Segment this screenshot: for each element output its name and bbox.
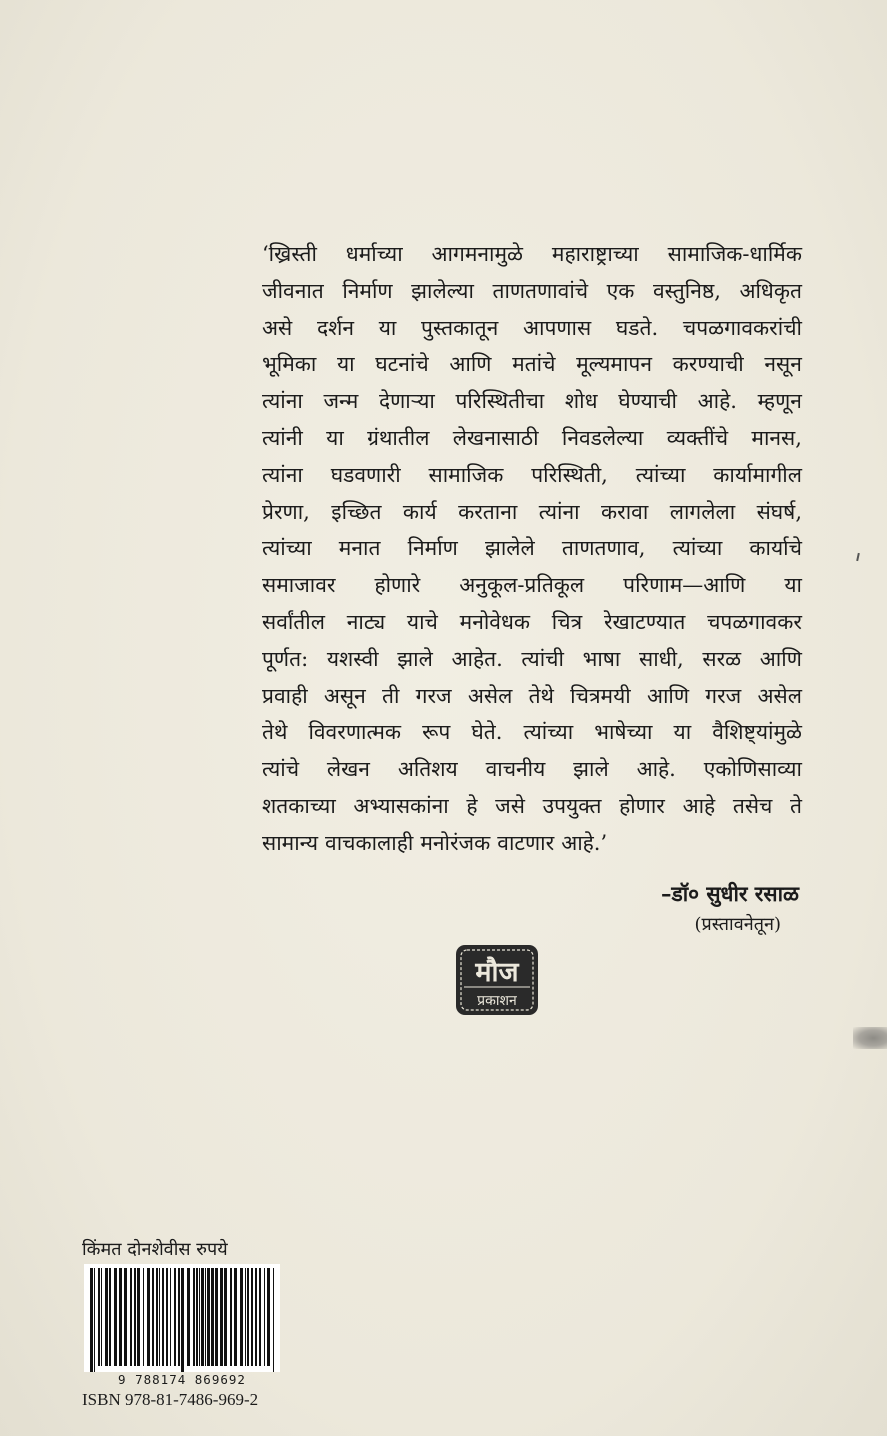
barcode-bar [166, 1268, 168, 1366]
blurb-word: शोध [564, 389, 598, 414]
blurb-line [262, 751, 802, 788]
barcode-bar [224, 1268, 227, 1366]
blurb-word: जन्म [323, 389, 359, 414]
blurb-word: वाचकालाही [325, 830, 414, 855]
blurb-word: होणारे [374, 573, 421, 598]
blurb-word: या [784, 573, 802, 598]
blurb-word: मनात [338, 536, 381, 561]
publisher-logo-top: मौज [475, 957, 519, 988]
blurb-word: परिणाम—आणि [623, 573, 746, 598]
barcode-bar [134, 1268, 136, 1366]
blurb-word: दर्शन [316, 315, 355, 340]
blurb-word: करावा [601, 499, 649, 524]
blurb-word: परिस्थिती, [531, 462, 608, 487]
barcode-bar [124, 1268, 127, 1366]
blurb-line [262, 788, 802, 825]
blurb-word: तसेच [732, 793, 773, 818]
blurb-word: आणि [759, 646, 802, 671]
barcode-bar [230, 1268, 232, 1366]
publisher-logo-icon [452, 941, 542, 1019]
blurb-word: आहेत. [451, 646, 503, 671]
blurb-word: ग्रंथातील [367, 425, 430, 450]
barcode-bar [156, 1268, 158, 1366]
source-note: (प्रस्तावनेतून) [694, 914, 781, 935]
barcode-bar [245, 1268, 246, 1366]
barcode-bar [181, 1268, 184, 1372]
barcode-bar [215, 1268, 218, 1366]
blurb-word: परिस्थितीचा [455, 389, 545, 414]
blurb-word: चपळगावकर [707, 609, 802, 634]
blurb-word: पूर्णत: [262, 646, 309, 671]
blurb-word: त्यांच्या [262, 536, 312, 561]
blurb-word: कार्यामागील [713, 462, 802, 487]
barcode-bar [247, 1268, 249, 1366]
price-label: किंमत दोनशेवीस रुपये [82, 1239, 228, 1260]
blurb-line [262, 714, 802, 751]
blurb-word: जीवनात [262, 278, 324, 303]
blurb-word: नाट्य [346, 609, 386, 634]
barcode-bar [162, 1268, 164, 1366]
barcode-bar [234, 1268, 237, 1366]
blurb-word: आहे. [697, 389, 737, 414]
barcode-bar [187, 1268, 190, 1366]
blurb-word: आणि [449, 352, 492, 377]
blurb-word: अनुकूल-प्रतिकूल [459, 573, 585, 598]
barcode-bar [201, 1268, 204, 1366]
barcode-bar [267, 1268, 270, 1366]
barcode-bar [207, 1268, 210, 1366]
blurb-word: ताणतणावांचे [492, 278, 589, 303]
blurb-word: निर्माण [407, 536, 458, 561]
barcode-bar [147, 1268, 150, 1366]
blurb-word: ते [790, 793, 802, 818]
blurb-line [262, 420, 802, 457]
barcode-bar [193, 1268, 195, 1366]
blurb-word: करण्याची [672, 352, 744, 377]
blurb-word: प्रेरणा, [262, 499, 310, 524]
blurb-word: घेते. [471, 720, 503, 745]
blurb-line [262, 825, 802, 862]
blurb-line [262, 310, 802, 347]
barcode-bar [174, 1268, 176, 1366]
barcode-bar [205, 1268, 206, 1366]
barcode-bar [105, 1268, 108, 1366]
blurb-word: मनोवेधक [459, 609, 531, 634]
blurb-word: समाजावर [262, 573, 336, 598]
barcode-bar [90, 1268, 93, 1372]
blurb-word: असून [323, 683, 366, 708]
blurb-word: यशस्वी [326, 646, 379, 671]
blurb-word: वाटणार [497, 830, 555, 855]
barcode-bar [98, 1268, 100, 1366]
blurb-word: आहे. [636, 757, 676, 782]
blurb-word: चित्र [551, 609, 583, 634]
blurb-word: धर्माच्या [345, 242, 403, 266]
blurb-word: मानस, [751, 425, 802, 450]
blurb-word: संघर्ष, [756, 499, 802, 524]
barcode-bar [240, 1268, 243, 1366]
blurb-line [262, 273, 802, 310]
blurb-word: भाषा [582, 646, 621, 671]
barcode-digits: 9 788174 869692 [118, 1372, 246, 1387]
blurb-word: मूल्यमापन [576, 352, 652, 377]
blurb-word: या [336, 352, 355, 377]
barcode-bar [273, 1268, 274, 1372]
blurb-word: असेल [467, 683, 513, 708]
blurb-word: त्यांची [521, 646, 564, 671]
blurb-word: झाले [397, 646, 433, 671]
blurb-word: म्हणून [757, 389, 802, 414]
blurb-word: तेथे [528, 683, 554, 708]
barcode-bar [196, 1268, 198, 1366]
blurb-line [262, 457, 802, 494]
barcode-bar [255, 1268, 257, 1366]
blurb-word: व्यक्तींचे [666, 425, 729, 450]
blurb-word: त्यांना [538, 499, 580, 524]
blurb-word: सामान्य [262, 830, 319, 855]
blurb-word: कार्य [402, 499, 437, 524]
blurb-word: त्यांच्या [523, 720, 574, 745]
blurb-word: अधिकृत [739, 278, 802, 303]
blurb-word: ‘ख्रिस्ती [262, 242, 317, 266]
blurb-word: एक [606, 278, 635, 303]
barcode-bar [137, 1268, 140, 1366]
barcode-bar [119, 1268, 122, 1366]
blurb-word: घडवणारी [330, 462, 401, 487]
blurb-line [262, 494, 802, 531]
blurb-word: कार्याचे [749, 536, 802, 561]
blurb-word: नसून [764, 352, 802, 377]
blurb-word: सर्वांतील [262, 609, 325, 634]
blurb-text [262, 236, 802, 862]
blurb-word: गरज [705, 683, 742, 708]
blurb-word: आहे [682, 793, 716, 818]
blurb-word: त्यांनी [262, 425, 303, 450]
blurb-line [262, 641, 802, 678]
blurb-word: देणाऱ्या [378, 389, 435, 414]
blurb-word: निर्माण [342, 278, 393, 303]
blurb-word: असेल [757, 683, 802, 708]
blurb-word: होणार [619, 793, 665, 818]
blurb-word: त्यांना [262, 462, 303, 487]
barcode-bar [178, 1268, 180, 1366]
blurb-word: ताणतणाव, [561, 536, 646, 561]
barcode-bar [159, 1268, 160, 1366]
blurb-word: लागलेला [669, 499, 736, 524]
blurb-word: या [326, 425, 344, 450]
blurb-word: घडते. [615, 315, 659, 340]
blurb-word: याचे [406, 609, 438, 634]
blurb-word: लेखनासाठी [452, 425, 539, 450]
publisher-logo-bottom: प्रकाशन [477, 993, 517, 1009]
blurb-word: मतांचे [512, 352, 556, 377]
blurb-word: असे [262, 315, 293, 340]
blurb-word: इच्छित [331, 499, 382, 524]
blurb-word: ती [382, 683, 400, 708]
blurb-line [262, 236, 802, 273]
blurb-word: महाराष्ट्राच्या [551, 242, 639, 266]
blurb-word: विवरणात्मक [308, 720, 402, 745]
blurb-line [262, 346, 802, 383]
isbn-label: ISBN 978-81-7486-969-2 [82, 1390, 259, 1409]
blurb-word: पुस्तकातून [421, 315, 499, 340]
blurb-word: त्यांना [262, 389, 303, 414]
ink-smudge [853, 1027, 887, 1049]
blurb-word: त्यांच्या [635, 462, 686, 487]
blurb-word: सरळ [702, 646, 742, 671]
blurb-word: वाचनीय [485, 757, 546, 782]
blurb-word: वैशिष्ट्यांमुळे [712, 720, 802, 745]
blurb-line [262, 567, 802, 604]
barcode-bar [251, 1268, 253, 1366]
blurb-line [262, 383, 802, 420]
blurb-word: भूमिका [262, 352, 317, 377]
blurb-word: हे [466, 793, 478, 818]
blurb-word: चपळगावकरांची [682, 315, 802, 340]
blurb-word: अभ्यासकांना [353, 793, 449, 818]
blurb-word: चित्रमयी [570, 683, 631, 708]
blurb-line [262, 678, 802, 715]
barcode-bar [130, 1268, 132, 1366]
blurb-word: मनोरंजक [420, 830, 491, 855]
blurb-word: शतकाच्या [262, 793, 336, 818]
blurb-word: करताना [458, 499, 518, 524]
blurb-word: आणि [646, 683, 690, 708]
barcode-bar [114, 1268, 117, 1366]
blurb-line [262, 604, 802, 641]
blurb-word: सामाजिक-धार्मिक [667, 242, 802, 266]
barcode-bar [143, 1268, 144, 1366]
barcode-bar [152, 1268, 154, 1366]
blurb-word: आपणास [522, 315, 592, 340]
barcode-bar [220, 1268, 223, 1366]
blurb-word: साधी, [639, 646, 684, 671]
blurb-word: त्यांच्या [672, 536, 723, 561]
barcode-bar [211, 1268, 214, 1366]
blurb-word: झालेले [484, 536, 535, 561]
blurb-word: जसे [495, 793, 525, 818]
blurb-word: झाले [573, 757, 609, 782]
barcode-icon [84, 1264, 280, 1372]
blurb-word: घटनांचे [375, 352, 429, 377]
blurb-word: अतिशय [397, 757, 458, 782]
blurb-word: उपयुक्त [542, 793, 602, 818]
blurb-word: या [378, 315, 397, 340]
blurb-word: निवडलेल्या [561, 425, 644, 450]
blurb-word: आहे.’ [561, 830, 608, 855]
barcode-bar [264, 1268, 265, 1366]
blurb-word: सामाजिक [428, 462, 504, 487]
barcode-bar [170, 1268, 171, 1366]
blurb-word: प्रवाही [262, 683, 308, 708]
barcode-bar [109, 1268, 111, 1366]
barcode-bar [101, 1268, 102, 1366]
blurb-word: त्यांचे [262, 757, 300, 782]
blurb-word: लेखन [326, 757, 370, 782]
blurb-word: झालेल्या [411, 278, 474, 303]
blurb-word: एकोणिसाव्या [703, 757, 802, 782]
blurb-word: घेण्याची [618, 389, 677, 414]
blurb-word: गरज [415, 683, 452, 708]
blurb-line [262, 530, 802, 567]
blurb-word: वस्तुनिष्ठ, [652, 278, 721, 303]
blurb-word: तेथे [262, 720, 288, 745]
blurb-word: या [673, 720, 692, 745]
attribution: –डॉ० सुधीर रसाळ [660, 881, 799, 906]
blurb-word: भाषेच्या [594, 720, 653, 745]
blurb-word: रूप [422, 720, 451, 745]
blurb-word: रेखाटण्यात [603, 609, 686, 634]
barcode-bar [94, 1268, 95, 1372]
blurb-word: आगमनामुळे [431, 242, 524, 266]
barcode-bar [199, 1268, 200, 1366]
barcode-bar [259, 1268, 261, 1366]
